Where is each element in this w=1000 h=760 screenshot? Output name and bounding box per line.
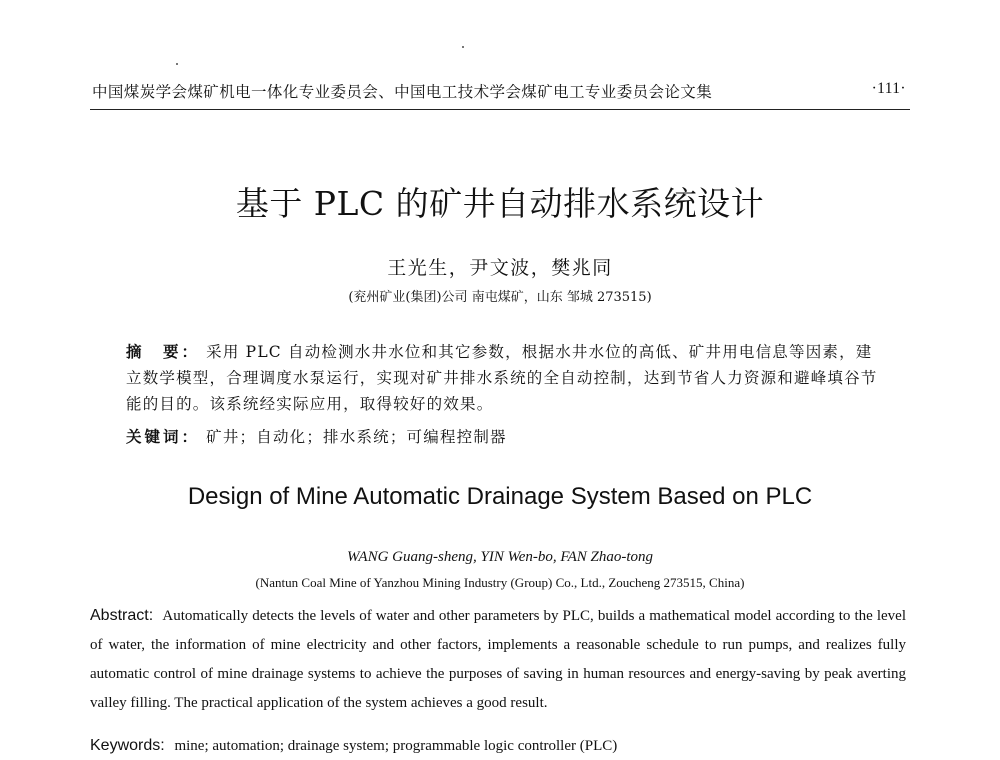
page-number: ·111· [871, 80, 906, 97]
header-rule [90, 109, 910, 110]
abstract-en [90, 601, 906, 718]
running-header [92, 80, 912, 102]
keywords-en-text: mine; automation; drainage system; programmable logic controller (PLC) [174, 738, 618, 754]
keywords-cn-text: 矿井；自动化；排水系统；可编程控制器 [206, 428, 507, 446]
keywords-en [90, 737, 906, 755]
abstract-en-text: Automatically detects the levels of water and other parameters by PLC, builds a mathematical model according to the level of water, the information of mine electricity and other factors, implements a reasonable schedule to run pumps, and realizes fully automatic control of mine drainage systems to achieve the purposes of saving in human resources and energy-saving by peak averting valley filling. The practical application of the system achieves a good result. [90, 608, 906, 711]
paper-title-en: Design of Mine Automatic Drainage System Based on PLC [187, 483, 813, 510]
running-title: 中国煤炭学会煤矿机电一体化专业委员会、中国电工技术学会煤矿电工专业委员会论文集 [92, 83, 713, 101]
abstract-cn-label: 摘 要： [126, 343, 201, 361]
authors-cn: 王光生，尹文波，樊兆同 [387, 257, 613, 279]
keywords-en-label: Keywords: [90, 737, 165, 754]
keywords-cn-label: 关键词： [126, 428, 201, 446]
affiliation-cn: (兖州矿业(集团)公司 南屯煤矿，山东 邹城 273515) [348, 290, 652, 305]
abstract-cn [126, 339, 878, 417]
abstract-en-label: Abstract: [90, 607, 154, 624]
affiliation-en: (Nantun Coal Mine of Yanzhou Mining Industry (Group) Co., Ltd., Zoucheng 273515, China) [255, 575, 745, 590]
paper-title-cn: 基于 PLC 的矿井自动排水系统设计 [235, 184, 765, 223]
abstract-cn-text: 采用 PLC 自动检测水井水位和其它参数，根据水井水位的高低、矿井用电信息等因素，建立数学模型，合理调度水泵运行，实现对矿井排水系统的全自动控制，达到节省人力资源和避峰填谷节能的目的。该系统经实际应用，取得较好的效果。 [126, 343, 878, 413]
keywords-cn [126, 425, 878, 447]
scan-speck [462, 46, 464, 48]
scan-speck [176, 63, 178, 65]
authors-en: WANG Guang-sheng, YIN Wen-bo, FAN Zhao-tong [346, 549, 654, 565]
